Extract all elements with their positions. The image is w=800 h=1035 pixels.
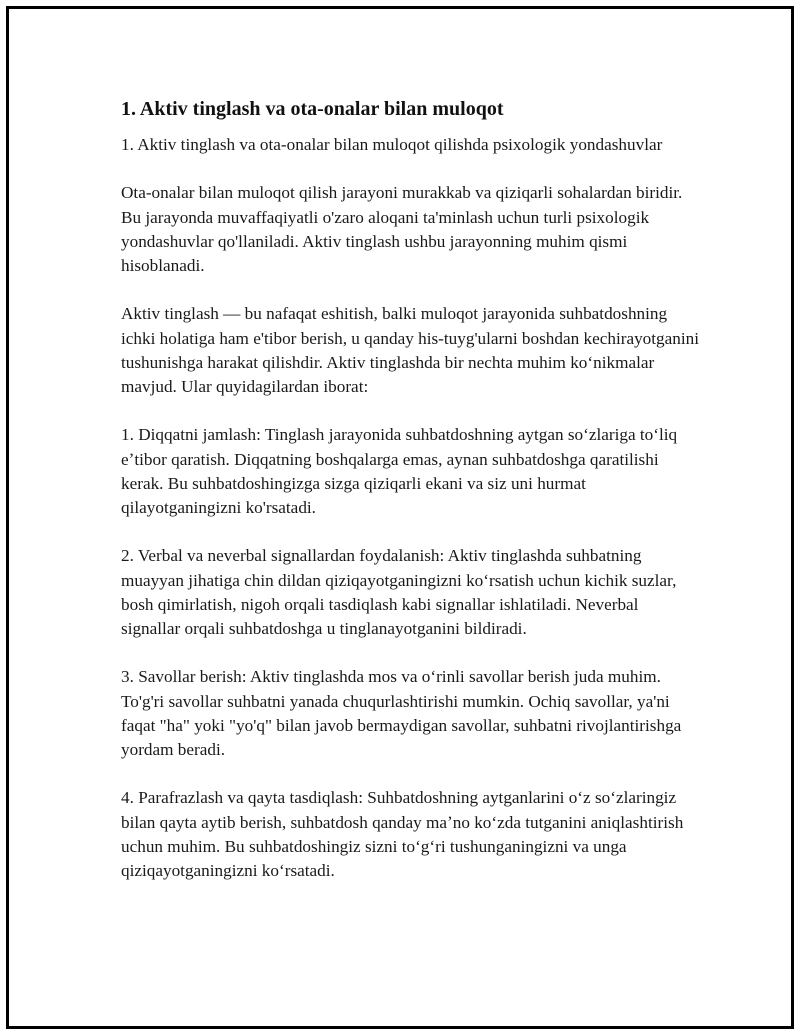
document-title: 1. Aktiv tinglash va ota-onalar bilan muloqot — [121, 98, 504, 120]
paragraph-point-3: 3. Savollar berish: Aktiv tinglashda mos va oʻrinli savollar berish juda muhim. To'g'ri savollar suhbatni yanada chuqurlashtirishi mumkin. Ochiq savollar, ya'ni faqat "ha" yoki "yo'q" bilan javob bermaydigan savollar, suhbatni rivojlantirishga yordam beradi. — [121, 667, 682, 759]
paragraph-point-1: 1. Diqqatni jamlash: Tinglash jarayonida suhbatdoshning aytgan soʻzlariga toʻliq eʼtibor qaratish. Diqqatning boshqalarga emas, aynan suhbatdoshga qaratilishi kerak. Bu suhbatdoshingizga sizga qiziqarli ekani va siz uni hurmat qilayotganingizni ko'rsatadi. — [121, 425, 678, 517]
document-body — [121, 97, 701, 907]
paragraph-point-2: 2. Verbal va neverbal signallardan foydalanish: Aktiv tinglashda suhbatning muayyan jihatiga chin dildan qiziqayotganingizni koʻrsatish uchun kichik suzlar, bosh qimirlatish, nigoh orqali tasdiqlash kabi signallar ishlatiladi. Neverbal signallar orqali suhbatdoshga u tinglanayotganini bildiradi. — [121, 546, 677, 638]
paragraph-subtitle: 1. Aktiv tinglash va ota-onalar bilan muloqot qilishda psixologik yondashuvlar — [121, 135, 663, 154]
paragraph-definition: Aktiv tinglash — bu nafaqat eshitish, balki muloqot jarayonida suhbatdoshning ichki holatiga ham e'tibor berish, u qanday his-tuyg'ularni boshdan kechirayotganini tushunishga harakat qilishdir. Aktiv tinglashda bir nechta muhim koʻnikmalar mavjud. Ular quyidagilardan iborat: — [121, 304, 700, 396]
paragraph-point-4: 4. Parafrazlash va qayta tasdiqlash: Suhbatdoshning aytganlarini oʻz soʻzlaringiz bilan qayta aytib berish, suhbatdosh qanday maʼno koʻzda tutganini aniqlashtirish uchun muhim. Bu suhbatdoshingiz sizni toʻgʻri tushunganingizni va unga qiziqayotganingizni koʻrsatadi. — [121, 788, 684, 880]
paragraph-intro: Ota-onalar bilan muloqot qilish jarayoni murakkab va qiziqarli sohalardan biridir. Bu jarayonda muvaffaqiyatli o'zaro aloqani ta'minlash uchun turli psixologik yondashuvlar qo'llaniladi. Aktiv tinglash ushbu jarayonning muhim qismi hisoblanadi. — [121, 183, 683, 275]
page-frame — [6, 6, 794, 1029]
